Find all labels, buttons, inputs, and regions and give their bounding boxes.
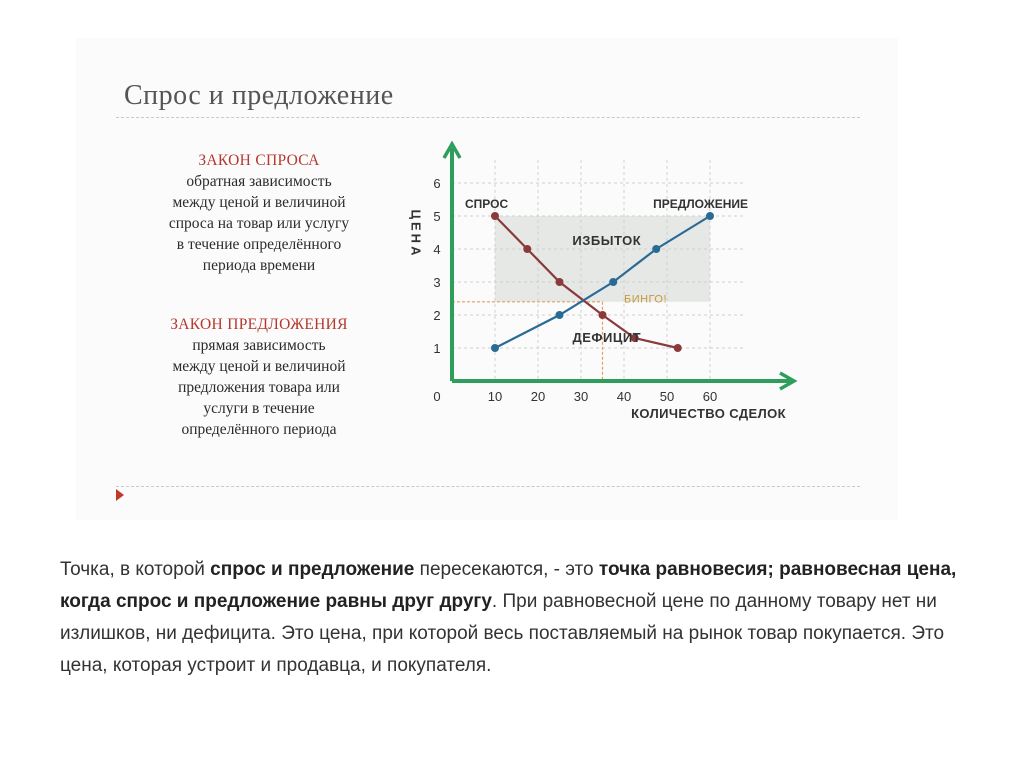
demand-law-line: между ценой и величиной: [172, 194, 346, 211]
y-axis-label: ЦЕНА: [408, 209, 424, 259]
y-tick-label: 1: [433, 341, 441, 356]
data-point: [491, 344, 499, 352]
data-point: [556, 278, 564, 286]
caption-paragraph: [60, 554, 960, 682]
demand-law-line: спроса на товар или услугу: [168, 215, 350, 232]
data-point: [652, 245, 660, 253]
data-point: [599, 311, 607, 319]
x-tick-label: 20: [530, 389, 546, 404]
supply-demand-chart: [404, 134, 804, 430]
play-arrow-icon: [116, 489, 124, 501]
y-tick-label: 2: [433, 308, 441, 323]
demand-law-line: обратная зависимость: [186, 173, 332, 190]
slide-title: Спрос и предложение: [124, 80, 394, 111]
data-point: [556, 311, 564, 319]
supply-law-title: ЗАКОН ПРЕДЛОЖЕНИЯ: [170, 316, 348, 333]
caption-bold: точка равновесия; равновесная цена, когда спрос и предложение равны друг другу: [60, 559, 957, 612]
data-point: [609, 278, 617, 286]
bottom-divider: [116, 486, 860, 487]
caption-bold: спрос и предложение: [210, 559, 415, 580]
x-axis-label: КОЛИЧЕСТВО СДЕЛОК: [631, 406, 786, 421]
demand-law-block: [116, 150, 402, 276]
data-point: [674, 344, 682, 352]
supply-law-line: услуги в течение: [203, 400, 315, 417]
x-tick-label: 30: [573, 389, 589, 404]
title-divider: [116, 117, 860, 118]
supply-law-line: прямая зависимость: [192, 337, 326, 354]
x-tick-label: 0: [433, 389, 441, 404]
x-tick-label: 60: [702, 389, 718, 404]
supply-law-line: между ценой и величиной: [172, 358, 346, 375]
x-tick-label: 40: [616, 389, 632, 404]
data-point: [491, 212, 499, 220]
series-label-supply: ПРЕДЛОЖЕНИЕ: [653, 197, 748, 211]
x-tick-label: 50: [659, 389, 675, 404]
chart-annotation: ДЕФИЦИТ: [572, 330, 642, 346]
supply-law-line: определённого периода: [181, 421, 337, 438]
data-point: [523, 245, 531, 253]
supply-law-block: [116, 314, 402, 440]
caption-text: Точка, в которой: [60, 559, 211, 580]
demand-law-title: ЗАКОН СПРОСА: [198, 152, 320, 169]
demand-law-line: в течение определённого: [176, 236, 342, 253]
supply-law-line: предложения товара или: [178, 379, 340, 396]
data-point: [706, 212, 714, 220]
caption-text: . При равновесной цене по данному товару нет ни излишков, ни дефицита. Это цена, при которой весь поставляемый на рынок товар покупается. Это цена, которая устроит и продавца, и покупателя.: [60, 591, 945, 676]
y-tick-label: 4: [433, 242, 441, 257]
demand-law-line: периода времени: [202, 257, 316, 274]
caption-text: пересекаются, - это: [414, 559, 599, 580]
series-label-demand: СПРОС: [465, 197, 509, 211]
x-tick-label: 10: [487, 389, 503, 404]
y-tick-label: 5: [433, 209, 441, 224]
chart-annotation: ИЗБЫТОК: [572, 232, 642, 248]
chart-annotation: БИНГО!: [623, 293, 668, 306]
y-tick-label: 3: [433, 275, 441, 290]
y-tick-label: 6: [433, 176, 441, 191]
